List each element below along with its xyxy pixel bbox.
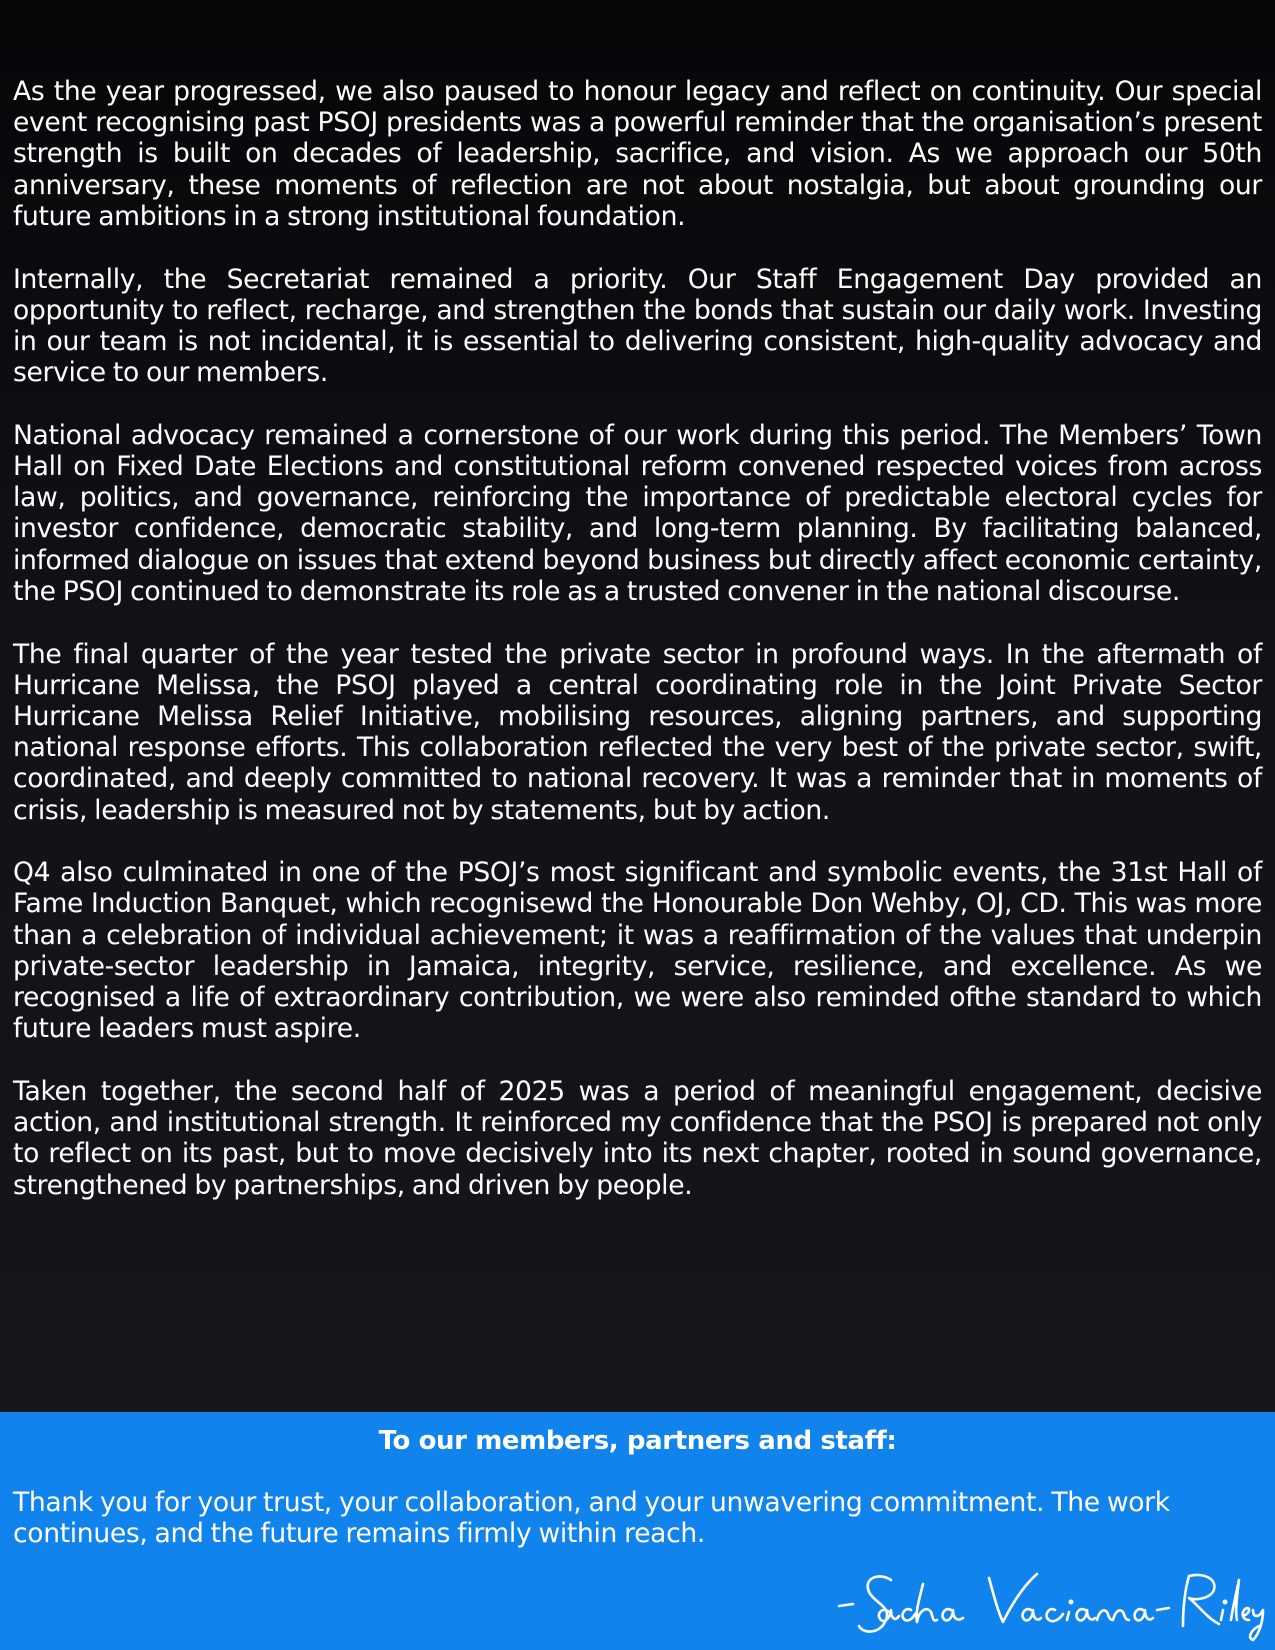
signature <box>827 1566 1267 1646</box>
closing-message: Thank you for your trust, your collaboration, and your unwavering commitment. The work continues, and the future remains firmly within reach. <box>13 1487 1170 1550</box>
paragraph-national-advocacy: National advocacy remained a cornerstone of our work during this period. The Members’ Town Hall on Fixed Date Elections and constitutional reform convened respected voices from across law, politics, and governance, reinforcing the importance of predictable electoral cycles for investor confidence, democratic stability, and long-term planning. By facilitating balanced, informed dialogue on issues that extend beyond business but directly affect economic certainty, the PSOJ continued to demonstrate its role as a trusted convener in the national discourse. <box>13 419 1262 607</box>
paragraph-conclusion: Taken together, the second half of 2025 was a period of meaningful engagement, decisive action, and institutional strength. It reinforced my confidence that the PSOJ is prepared not only to reflect on its past, but to move decisively into its next chapter, rooted in sound governance, strengthened by partnerships, and driven by people. <box>13 1075 1262 1201</box>
paragraph-legacy: As the year progressed, we also paused to honour legacy and reflect on continuity. Our special event recognising past PSOJ presidents was a powerful reminder that the organisation’s present strength is built on decades of leadership, sacrifice, and vision. As we approach our 50th anniversary, these moments of reflection are not about nostalgia, but about grounding our future ambitions in a strong institutional foundation. <box>13 76 1262 232</box>
paragraph-hall-of-fame: Q4 also culminated in one of the PSOJ’s most significant and symbolic events, the 31st Hall of Fame Induction Banquet, which recognisewd the Honourable Don Wehby, OJ, CD. This was more than a celebration of individual achievement; it was a reaffirmation of the values that underpin private-sector leadership in Jamaica, integrity, service, resilience, and excellence. As we recognised a life of extraordinary contribution, we were also reminded ofthe standard to which future leaders must aspire. <box>13 857 1262 1045</box>
paragraph-secretariat: Internally, the Secretariat remained a priority. Our Staff Engagement Day provided an opportunity to reflect, recharge, and strengthen the bonds that sustain our daily work. Investing in our team is not incidental, it is essential to delivering consistent, high-quality advocacy and service to our members. <box>13 263 1262 389</box>
closing-heading: To our members, partners and staff: <box>378 1426 897 1456</box>
handwritten-signature-icon <box>827 1566 1267 1646</box>
letter-body <box>13 76 1262 1232</box>
paragraph-hurricane-relief: The final quarter of the year tested the private sector in profound ways. In the aftermath of Hurricane Melissa, the PSOJ played a central coordinating role in the Joint Private Sector Hurricane Melissa Relief Initiative, mobilising resources, aligning partners, and supporting national response efforts. This collaboration reflected the very best of the private sector, swift, coordinated, and deeply committed to national recovery. It was a reminder that in moments of crisis, leadership is measured not by statements, but by action. <box>13 638 1262 826</box>
